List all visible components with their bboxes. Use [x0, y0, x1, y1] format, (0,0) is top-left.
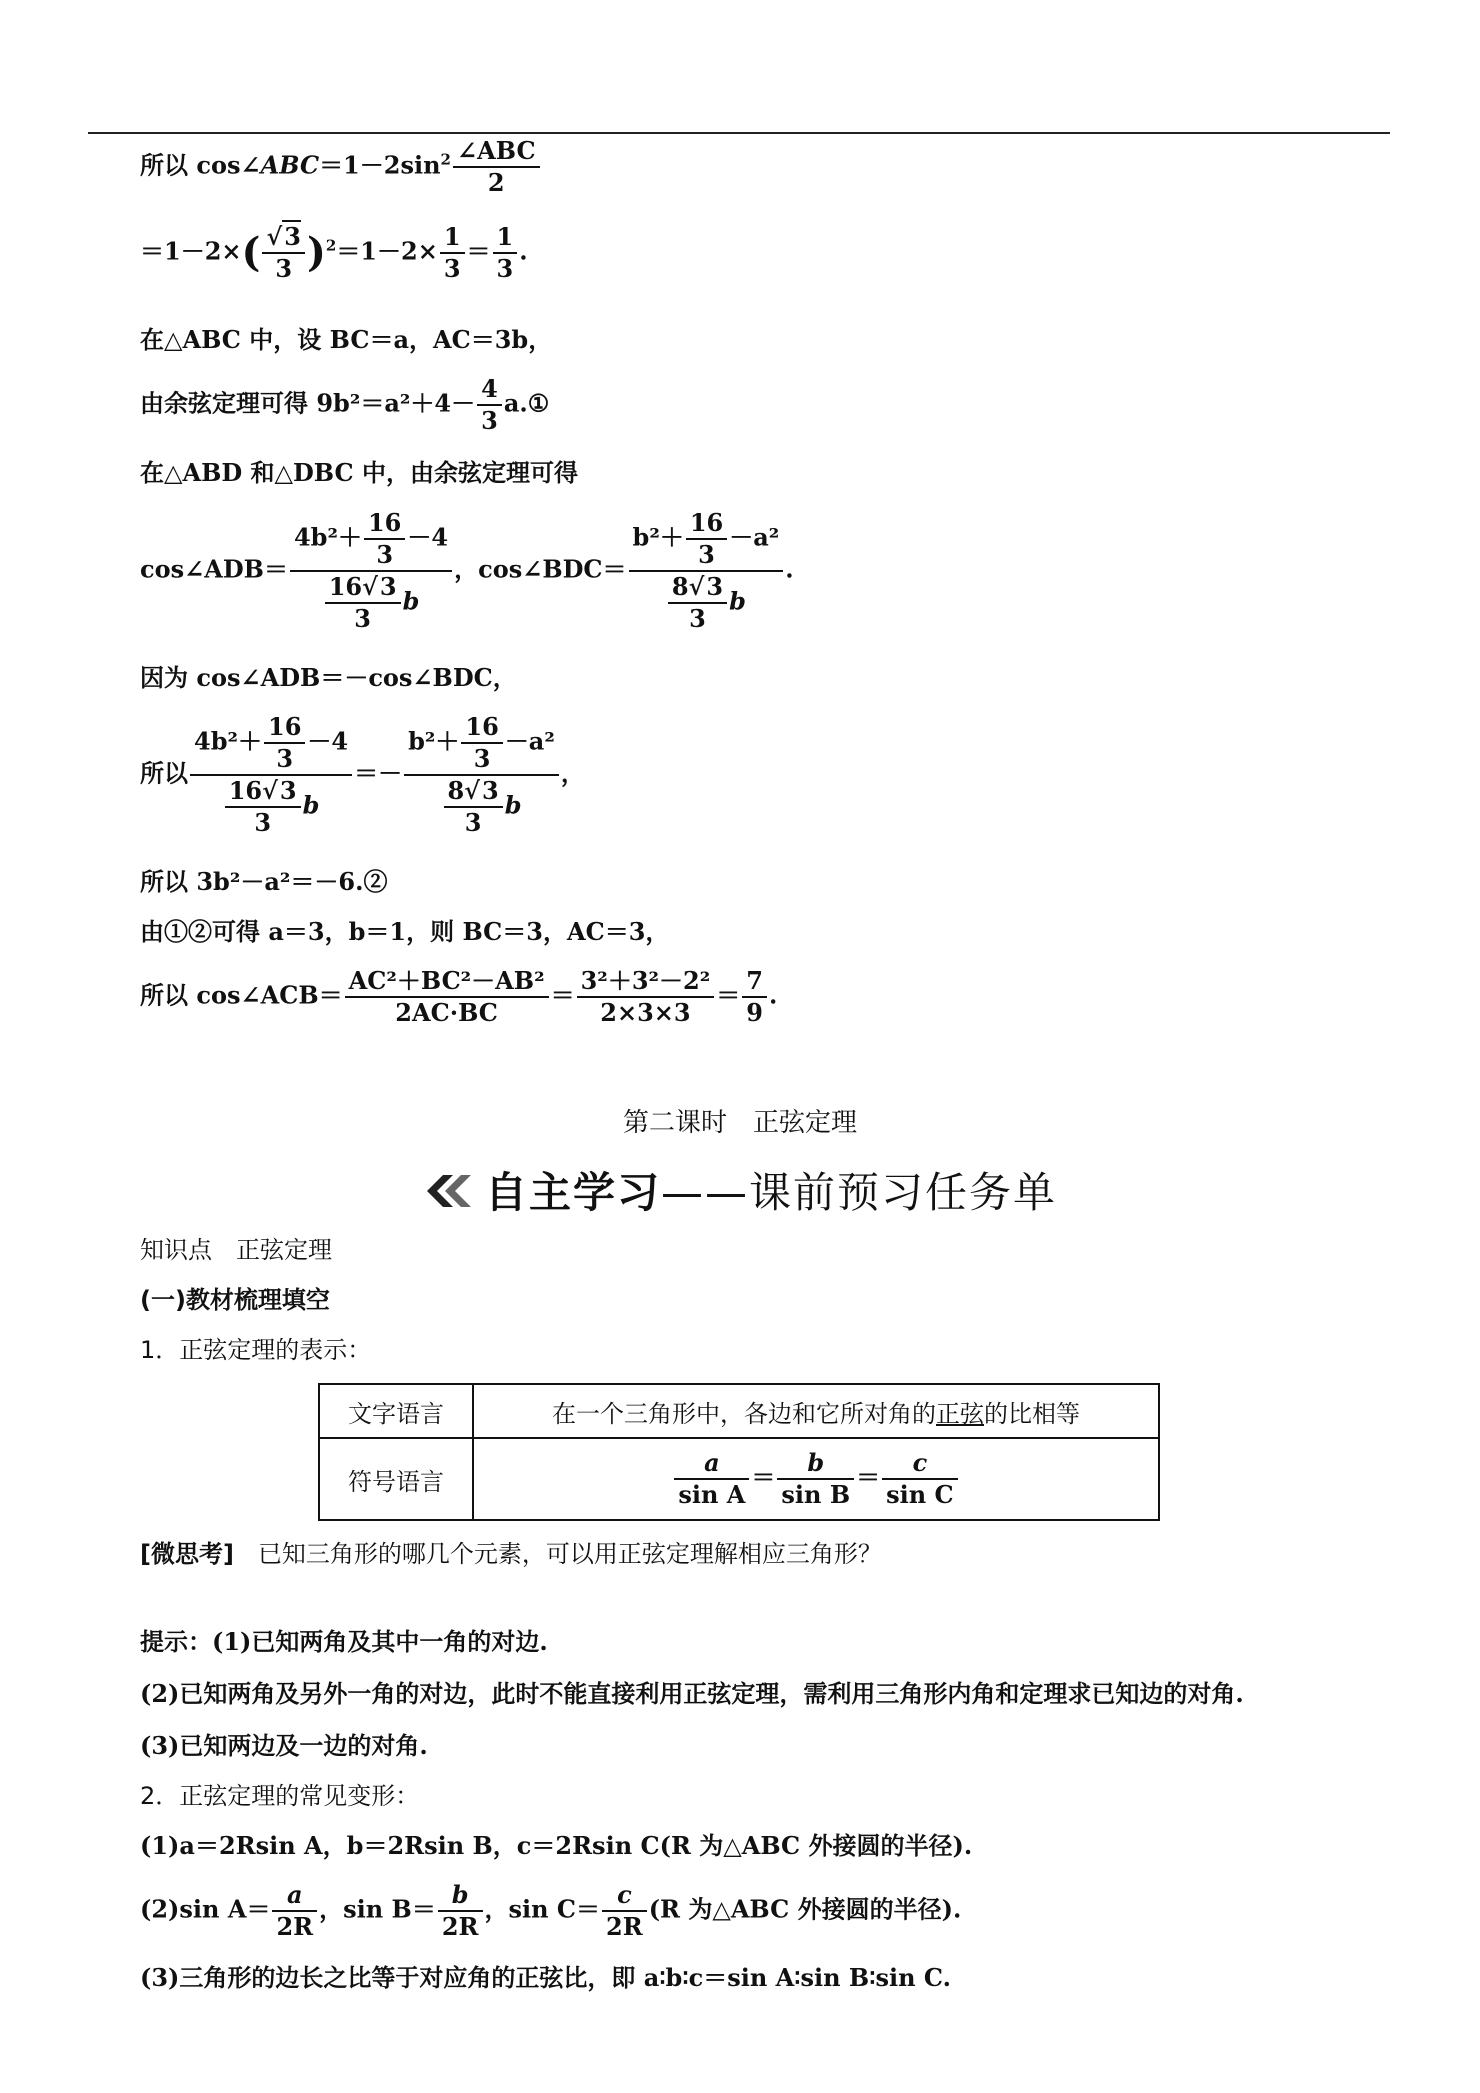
derivation-line-2: ＝1－2×( $\frac{√3}{3}$ )$^2$＝1－2× $\frac{1}{3}$ ＝ $\frac{1}{3}$ . [140, 222, 528, 283]
text: 的比相等 [984, 1399, 1080, 1428]
text: 8 [447, 776, 465, 805]
text: －a² [729, 522, 780, 552]
denominator [629, 572, 784, 634]
text: 提示： [140, 1628, 212, 1656]
fraction [262, 222, 304, 284]
item-2: 2．正弦定理的常见变形： [140, 1782, 420, 1810]
numerator: c [882, 1448, 958, 1480]
denominator: 3 [481, 406, 498, 435]
derivation-line-1: 所以 $\cos\angle ABC=1-2\sin^2$ $\frac{\text{∠ABC}}{2}$ [140, 136, 542, 198]
derivation-line-11 [140, 966, 777, 1028]
denominator: 3 [276, 744, 294, 773]
fraction [404, 712, 559, 838]
fraction [477, 374, 502, 436]
text: b [402, 586, 420, 616]
fraction [742, 966, 767, 1028]
text: . [768, 980, 778, 1010]
derivation-line-10: 由①②可得 a＝3，b＝1，则 BC＝3，AC＝3， [140, 917, 670, 946]
numerator: 16√3 [225, 776, 301, 808]
denominator: 2R [606, 1912, 643, 1941]
numerator: a [272, 1880, 317, 1912]
text: 已知三角形的哪几个元素，可以用正弦定理解相应三角形？ [257, 1540, 882, 1568]
text: ， [560, 758, 585, 788]
numerator: 16√3 [325, 572, 401, 604]
banner-light: 课前预习任务单 [749, 1168, 1058, 1217]
banner-bold: 自主学习 [484, 1168, 661, 1217]
text: －a² [504, 726, 555, 756]
text: 所以 cos∠ACB＝ [140, 980, 343, 1010]
fraction [345, 966, 549, 1028]
denominator: 3 [464, 808, 482, 837]
numerator: c [602, 1880, 647, 1912]
denominator: 3 [254, 808, 272, 837]
text: [微思考] [140, 1540, 234, 1568]
denominator [404, 776, 559, 838]
hint-3: (3)已知两边及一边的对角. [140, 1731, 428, 1760]
text: ＝ [856, 1462, 881, 1492]
numerator: √3 [262, 222, 304, 254]
text: cos∠ADB＝ [140, 554, 288, 584]
derivation-line-8 [140, 712, 585, 838]
section-banner [0, 1160, 1480, 1221]
text: 4b²＋ [194, 726, 262, 756]
fraction [493, 222, 518, 284]
text: 所以 cos∠ [140, 150, 261, 180]
fraction [444, 776, 503, 838]
text: ＝ [466, 236, 491, 266]
text: －4 [307, 726, 349, 756]
logo-icon [423, 1171, 475, 1221]
numerator: AC²＋BC²－AB² [345, 966, 549, 998]
fraction [686, 508, 727, 570]
hint-2: (2)已知两角及另外一角的对边，此时不能直接利用正弦定理，需利用三角形内角和定理求已知边的对角. [140, 1679, 1244, 1708]
table-cell: 文字语言 [319, 1384, 473, 1438]
definition-table [318, 1383, 1160, 1521]
text: b [729, 586, 746, 616]
numerator: 1 [440, 222, 465, 254]
numerator: b [777, 1448, 854, 1480]
text: (2)sin A＝ [140, 1894, 271, 1924]
text: ＝1－2× [336, 236, 438, 266]
item-1: 1．正弦定理的表示： [140, 1336, 372, 1364]
text: . [519, 236, 528, 266]
fraction [453, 136, 540, 198]
knowledge-point: 知识点 正弦定理 [140, 1236, 332, 1264]
lesson-title: 第二课时 正弦定理 [622, 1108, 857, 1138]
text: b²＋ [632, 522, 684, 552]
fraction [602, 1880, 647, 1942]
denominator: sin C [886, 1480, 954, 1509]
derivation-line-5: 在△ABD 和△DBC 中，由余弦定理可得 [140, 458, 578, 487]
radicand: 3 [379, 572, 397, 601]
fraction [190, 712, 352, 838]
text: ＝1－2sin [319, 150, 441, 180]
text: 正弦 [936, 1399, 984, 1428]
numerator: a [674, 1448, 749, 1480]
numerator: b [438, 1880, 483, 1912]
text: ＝ [716, 980, 741, 1010]
text: 8 [671, 572, 689, 601]
denominator [190, 776, 352, 838]
text: b [302, 790, 320, 820]
numerator: 7 [742, 966, 767, 998]
table-cell: 符号语言 [319, 1438, 473, 1520]
radicand: 3 [481, 776, 499, 805]
table-row [319, 1438, 1159, 1520]
fraction [364, 508, 405, 570]
numerator: 16 [364, 508, 405, 540]
fraction [290, 508, 452, 634]
radicand: 3 [284, 222, 301, 251]
derivation-line-6 [140, 508, 794, 634]
fraction [225, 776, 301, 838]
numerator: ∠ABC [453, 136, 540, 168]
text: (1)已知两角及其中一角的对边. [212, 1627, 548, 1656]
numerator: 1 [493, 222, 518, 254]
numerator: 16 [461, 712, 502, 744]
hint-1 [140, 1626, 548, 1658]
text: (R 为△ABC 外接圆的半径). [648, 1894, 962, 1924]
denominator: sin A [678, 1480, 746, 1509]
text: ABC [260, 150, 320, 180]
text: ＝ [550, 980, 575, 1010]
numerator: 8√3 [668, 572, 727, 604]
derivation-line-3: 在△ABC 中，设 BC＝a，AC＝3b， [140, 325, 553, 354]
radicand: 3 [279, 776, 297, 805]
table-row [319, 1384, 1159, 1438]
fraction [777, 1448, 854, 1510]
denominator: 2×3×3 [600, 998, 691, 1027]
fraction [668, 572, 727, 634]
text: 4b²＋ [293, 522, 362, 552]
fraction [272, 1880, 317, 1942]
text: ＝－ [354, 758, 403, 788]
fraction [629, 508, 784, 634]
text: 16 [328, 572, 363, 601]
denominator: sin B [781, 1480, 851, 1509]
derivation-line-4 [140, 374, 549, 436]
denominator: 2R [276, 1912, 314, 1941]
denominator: 2R [441, 1912, 479, 1941]
variant-3: (3)三角形的边长之比等于对应角的正弦比，即 a∶b∶c＝sin A∶sin B∶sin C. [140, 1963, 951, 1992]
denominator: 3 [275, 254, 293, 283]
numerator: 3²＋3²－2² [577, 966, 715, 998]
denominator: 3 [473, 744, 491, 773]
radicand: 3 [706, 572, 724, 601]
variant-1: (1)a＝2Rsin A，b＝2Rsin B，c＝2Rsin C(R 为△ABC 外接圆的半径). [140, 1831, 973, 1860]
text: . [785, 554, 794, 584]
table-cell [473, 1384, 1159, 1438]
numerator: 4 [477, 374, 502, 406]
denominator [290, 572, 452, 634]
text: b²＋ [408, 726, 460, 756]
text: ＝1－2× [140, 236, 242, 266]
fraction [264, 712, 305, 774]
fraction [674, 1448, 749, 1510]
text: －4 [407, 522, 449, 552]
denominator: 2 [487, 168, 505, 197]
numerator: 8√3 [444, 776, 503, 808]
fraction [461, 712, 502, 774]
denominator: 3 [443, 254, 461, 283]
text: 由余弦定理可得 9b²＝a²＋4－ [140, 388, 476, 418]
numerator [190, 712, 352, 776]
fraction [325, 572, 401, 634]
numerator: 16 [686, 508, 727, 540]
fraction [438, 1880, 483, 1942]
denominator: 9 [746, 998, 763, 1027]
text: 在一个三角形中，各边和它所对角的 [552, 1399, 936, 1428]
denominator: 3 [698, 540, 715, 569]
denominator: 2AC·BC [395, 998, 498, 1027]
text: 所以 [140, 758, 188, 788]
text: ＝ [751, 1462, 776, 1492]
fraction [440, 222, 465, 284]
text: ，sin B＝ [319, 1894, 436, 1924]
text: 16 [228, 776, 263, 805]
numerator [404, 712, 559, 776]
derivation-line-7: 因为 cos∠ADB＝－cos∠BDC， [140, 663, 517, 692]
denominator: 3 [496, 254, 514, 283]
banner-dash: —— [661, 1168, 749, 1217]
think-question [140, 1538, 882, 1570]
text: ，sin C＝ [484, 1894, 601, 1924]
text: ，cos∠BDC＝ [454, 554, 627, 584]
numerator: 16 [264, 712, 305, 744]
fraction [882, 1448, 958, 1510]
numerator [629, 508, 784, 572]
top-rule [88, 132, 1390, 134]
subsection-title: (一)教材梳理填空 [140, 1286, 330, 1314]
numerator [290, 508, 452, 572]
text: b [504, 790, 522, 820]
variant-2 [140, 1880, 961, 1942]
derivation-line-9: 所以 3b²－a²＝－6.② [140, 867, 388, 896]
table-cell [473, 1438, 1159, 1520]
denominator: 3 [689, 604, 706, 633]
denominator: 3 [354, 604, 371, 633]
denominator: 3 [376, 540, 394, 569]
fraction [577, 966, 715, 1028]
text: a.① [503, 388, 550, 418]
